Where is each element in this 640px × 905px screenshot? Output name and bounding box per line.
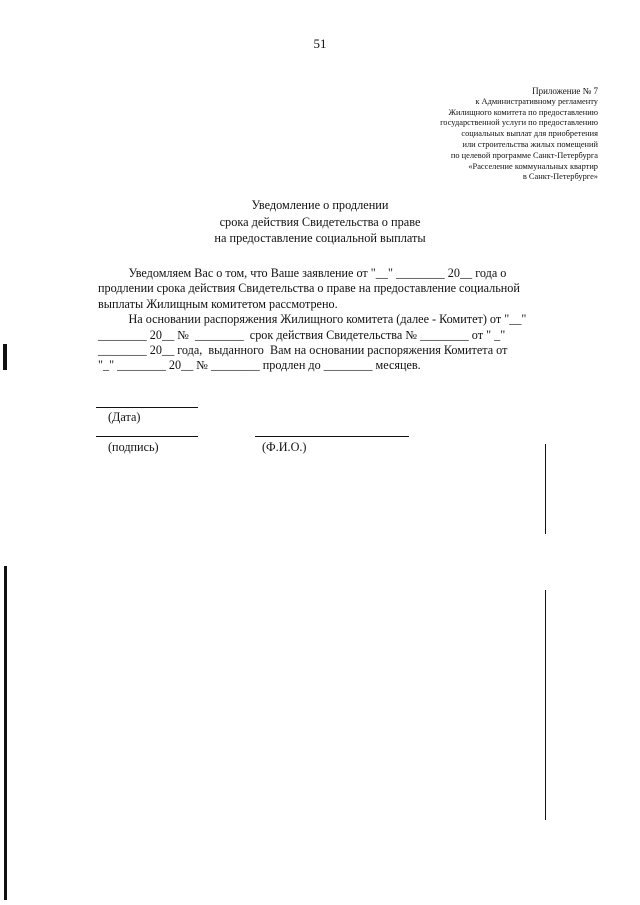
fio-line	[255, 436, 409, 437]
scan-artifact-mark	[4, 566, 7, 900]
fio-label: (Ф.И.О.)	[262, 440, 307, 454]
notice-body	[98, 266, 526, 374]
title-line: на предоставление социальной выплаты	[214, 231, 426, 245]
appendix-line: социальных выплат для приобретения	[461, 129, 598, 139]
appendix-header	[440, 86, 598, 183]
appendix-line: государственной услуги по предоставлению	[440, 118, 598, 128]
body-line: Уведомляем Вас о том, что Ваше заявление от "__" ________ 20__ года о	[98, 266, 507, 280]
appendix-line: Приложение № 7	[532, 86, 598, 96]
appendix-line: в Санкт-Петербурге»	[522, 172, 598, 182]
scan-artifact-mark	[3, 344, 7, 370]
body-line: "_" ________ 20__ № ________ продлен до ________ месяцев.	[98, 358, 421, 373]
body-line: продлении срока действия Свидетельства о праве на предоставление социальной	[98, 281, 520, 296]
appendix-line: к Административному регламенту	[475, 96, 598, 106]
body-line: ________ 20__ № ________ срок действия Свидетельства № ________ от " _"	[98, 327, 506, 342]
appendix-line: «Расселение коммунальных квартир	[468, 161, 598, 171]
appendix-line: или строительства жилых помещений	[462, 139, 598, 149]
title-line: Уведомление о продлении	[251, 198, 389, 212]
appendix-line: Жилищного комитета по предоставлению	[448, 107, 598, 117]
body-line: выплаты Жилищным комитетом рассмотрено.	[98, 296, 338, 311]
signature-line	[96, 436, 198, 437]
date-line	[96, 407, 198, 408]
date-label: (Дата)	[108, 410, 141, 424]
scan-artifact-mark	[545, 590, 546, 820]
page-number: 51	[313, 36, 327, 51]
document-title	[0, 197, 640, 247]
appendix-line: по целевой программе Санкт-Петербурга	[450, 150, 598, 160]
body-line: На основании распоряжения Жилищного комитета (далее - Комитет) от "__"	[98, 312, 527, 327]
title-line: срока действия Свидетельства о праве	[219, 214, 421, 229]
body-line: ________ 20__ года, выданного Вам на основании распоряжения Комитета от	[98, 343, 508, 358]
signature-label: (подпись)	[108, 440, 159, 454]
scan-artifact-mark	[545, 444, 546, 534]
